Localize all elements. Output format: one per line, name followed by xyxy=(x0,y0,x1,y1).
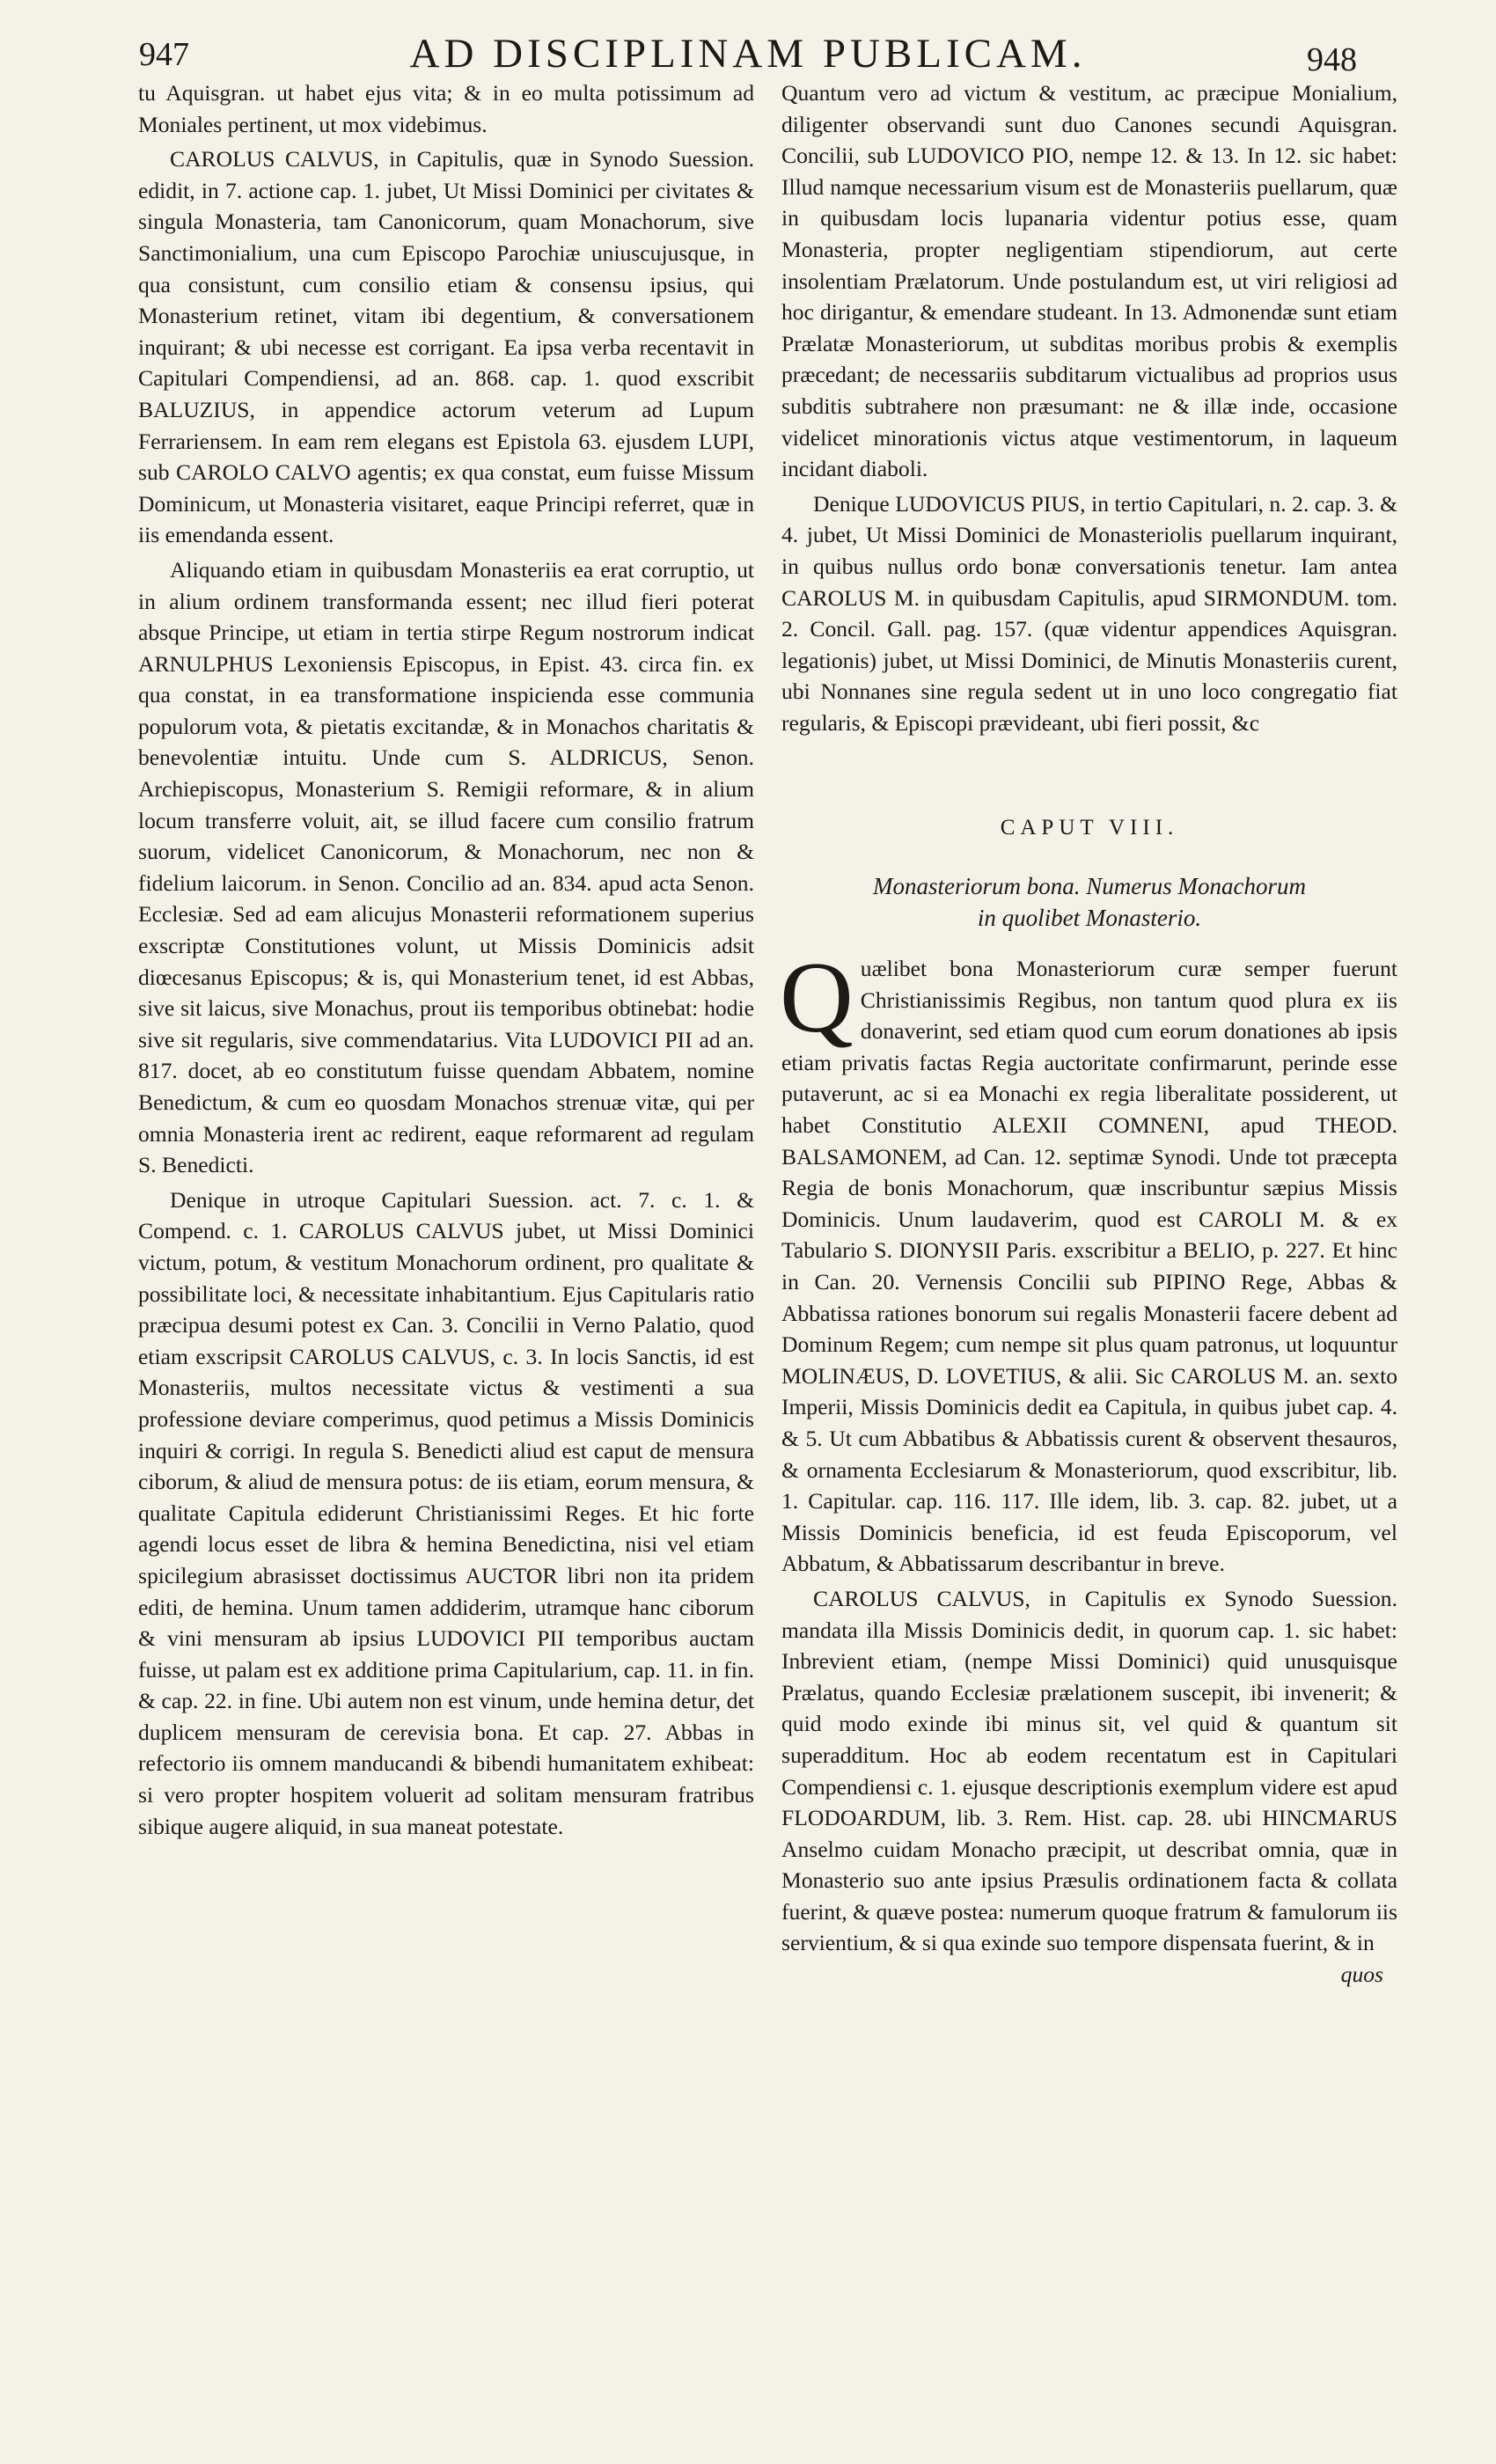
page-number-right: 948 xyxy=(1307,41,1357,78)
paragraph: CAROLUS CALVUS, in Capitulis ex Synodo Suession. mandata illa Missis Dominicis dedit, in quorum cap. 1. sic habet: Inbrevient etiam, (nempe Missi Dominici) quid unusquisque Prælatus, quando Ecclesiæ prælationem suscepit, ibi invenerit; & quid modo exinde ibi minus sit, vel quid & quantum sit superadditum. Hoc ab eodem recentatum est in Capitulari Compendiensi c. 1. ejusque descriptionis exemplum videre est apud FLODOARDUM, lib. 3. Rem. Hist. cap. 28. ubi HINCMARUS Anselmo cuidam Monacho præcipit, ut describat omnia, quæ in Monasterio suo ante ipsius Præsulis ordinationem facta & collata fuerint, & quæve postea: numerum quoque fratrum & famulorum iis servientium, & si qua exinde suo tempore dispensata fuerint, & in xyxy=(781,1585,1397,1956)
chapter-subtitle-line: Monasteriorum bona. Numerus Monachorum xyxy=(873,873,1306,900)
drop-cap: Q xyxy=(780,942,854,1055)
paragraph: CAROLUS CALVUS, in Capitulis, quæ in Synodo Suession. edidit, in 7. actione cap. 1. jubet, Ut Missi Dominici per civitates & singula Monasteria, tam Canonicorum, quam Monachorum, sive Sanctimonialium, una cum Episcopo Parochiæ uniuscujusque, in qua consistunt, cum consilio etiam & consensu ipsius, qui Monasterium retinet, vitam ibi degentium, & conversationem inquirant; & ubi necesse est corrigant. Ea ipsa verba recentavit in Capitulari Compendiensi, ad an. 868. cap. 1. quod exscribit BALUZIUS, in appendice actorum veterum ad Lupum Ferrariensem. In eam rem elegans est Epistola 63. ejusdem LUPI, sub CAROLO CALVO agentis; ex qua constat, eum fuisse Missum Dominicum, ut Monasteria visitaret, eaque Principi referret, quæ in iis emendanda essent. xyxy=(138,146,754,548)
paragraph: Aliquando etiam in quibusdam Monasteriis ea erat corruptio, ut in alium ordinem transformanda essent; nec illud fieri poterat absque Principe, ut etiam in tertia stirpe Regum nostrorum indicat ARNULPHUS Lexoniensis Episcopus, in Epist. 43. circa fin. ex qua constat, in ea transformatione inspicienda esse communia populorum vota, & pietatis excitandæ, & in Monachos charitatis & benevolentiæ intuitu. Unde cum S. ALDRICUS, Senon. Archiepiscopus, Monasterium S. Remigii reformare, & in alium locum transferre voluit, ait, se illud facere cum consilio fratrum suorum, videlicet Canonicorum, & Monachorum, nec non & fidelium laicorum. in Senon. Concilio ad an. 834. apud acta Senon. Ecclesiæ. Sed ad eam alicujus Monasterii reformationem superius exscriptæ Constitutiones volunt, ut Missis Dominicis adsit diœcesanus Episcopus; & is, qui Monasterium tenet, id est Abbas, sive sit laicus, sive Monachus, prout iis temporibus obtinebat: hodie sive sit regularis, sive commendatarius. Vita LUDOVICI PII ad an. 817. docet, ab eo constitutum fuisse quendam Abbatem, nomine Benedictum, & cum eo quosdam Monachos strenuæ vitæ, qui per omnia Monasteria irent ac redirent, eaque reformarent ad regulam S. Benedicti. xyxy=(138,556,754,1178)
page-number-left: 947 xyxy=(139,36,189,73)
paragraph: Denique LUDOVICUS PIUS, in tertio Capitulari, n. 2. cap. 3. & 4. jubet, Ut Missi Dominici de Monasteriolis puellarum inquirant, in quibus nullus ordo bonæ conversationis tenetur. Iam antea CAROLUS M. in quibusdam Capitulis, apud SIRMONDUM. tom. 2. Concil. Gall. pag. 157. (quæ videntur appendices Aquisgran. legationis) jubet, ut Missi Dominici, de Minutis Monasteriis curent, ubi Nonnanes sine regula sedent ut in uno loco congregatio fiat regularis, & Episcopi prævideant, ubi fieri possit, &c xyxy=(781,490,1397,736)
chapter-heading: CAPUT VIII. xyxy=(1000,816,1179,840)
paragraph: Quantum vero ad victum & vestitum, ac præcipue Monialium, diligenter observandi sunt duo Canones secundi Aquisgran. Concilii, sub LUDOVICO PIO, nempe 12. & 13. In 12. sic habet: Illud namque necessarium visum est de Monasteriis puellarum, quæ in quibusdam locis lupanaria videntur potius esse, quam Monasteria, propter negligentiam stipendiorum, aut certe insolentiam Prælatorum. Unde postulandum est, ut viri religiosi ad hoc dirigantur, & emendare studeant. In 13. Admonendæ sunt etiam Prælatæ Monasteriorum, ut subditas moribus probis & exemplis præcedant; de necessariis subditarum victualibus ad proprios usus subditis subtrahere non præsumant: ne & illæ inde, occasione videlicet minorationis victus atque vestimentorum, in laqueum incidant diaboli. xyxy=(781,80,1397,482)
running-title: AD DISCIPLINAM PUBLICAM. xyxy=(409,31,1087,77)
paragraph: Denique in utroque Capitulari Suession. act. 7. c. 1. & Compend. c. 1. CAROLUS CALVUS jubet, ut Missi Dominici victum, potum, & vestitum Monachorum ordinent, pro qualitate & possibilitate loci, & necessitate inhabitantium. Ejus Capitularis ratio præcipua desumi potest ex Can. 3. Concilii in Verno Palatio, quod etiam exscripsit CAROLUS CALVUS, c. 3. In locis Sanctis, id est Monasteriis, multos necessitate victus & vestimenti a sua professione deviare comperimus, quod petimus a Missis Dominicis inquiri & corrigi. In regula S. Benedicti aliud est caput de mensura ciborum, & aliud de mensura potus: de iis etiam, eorum mensura, & qualitate Capitula ediderunt Christianissimi Reges. Et hic forte agendi locus esset de libra & hemina Benedictina, nisi vel etiam spicilegium abrasisset doctissimus AUCTOR libri non ita pridem editi, de hemina. Unum tamen addiderim, utramque hanc ciborum & vini mensuram ab ipsius LUDOVICI PII temporibus auctam fuisse, ut palam est ex additione prima Capitularium, cap. 11. in fin. & cap. 22. in fine. Ubi autem non est vinum, unde hemina detur, det duplicem mensuram de cerevisia bona. Et cap. 27. Abbas in refectorio iis omnem manducandi & bibendi humanitatem exhibeat: si vero propter hospitem voluerit ad solitam mensuram fratribus sibique augere aliquid, in sua maneat potestate. xyxy=(138,1186,754,1839)
paragraph xyxy=(780,942,1397,1580)
right-column xyxy=(781,77,1397,1991)
chapter-subtitle-line: in quolibet Monasterio. xyxy=(977,905,1202,932)
paragraph-text: uælibet bona Monasteriorum curæ semper fuerunt Christianissimis Regibus, non tantum quod plura ex iis donaverint, sed etiam quod cum eorum donationes ab ipsis etiam privatis factas Regia auctoritate confirmarunt, perinde esse putaverunt, ac si ea Monachi ex regia liberalitate possiderent, ut habet Constitutio ALEXII COMNENI, apud THEOD. BALSAMONEM, ad Can. 12. septimæ Synodi. Unde tot præcepta Regia de bonis Monachorum, quæ inscribuntur sæpius Missis Dominicis. Unum laudaverim, quod est CAROLI M. & ex Tabulario S. DIONYSII Paris. exscribitur a BELIO, p. 227. Et hinc in Can. 20. Vernensis Concilii sub PIPINO Rege, Abbas & Abbatissa rationes bonorum sui regalis Monasterii facere debent ad Dominum Regem; cum nempe sit plus quam patronus, ut loquuntur MOLINÆUS, D. LOVETIUS, & alii. Sic CAROLUS M. an. sexto Imperii, Missis Dominicis dedit ea Capitula, in quibus jubet cap. 4. & 5. Ut cum Abbatibus & Abbatissis curent & observent thesauros, & ornamenta Ecclesiarum & Monasteriorum, quod exscribitur, lib. 1. Capitular. cap. 116. 117. Ille idem, lib. 3. cap. 82. jubet, ut a Missis Dominicis beneficia, id est feuda Episcoporum, vel Abbatum, & Abbatissarum describantur in breve. xyxy=(781,956,1397,1577)
left-column xyxy=(138,77,754,1842)
catchword: quos xyxy=(1340,1962,1383,1988)
chapter-subtitle xyxy=(781,870,1397,934)
paragraph: tu Aquisgran. ut habet ejus vita; & in eo multa potissimum ad Moniales pertinent, ut mox videbimus. xyxy=(138,80,754,137)
